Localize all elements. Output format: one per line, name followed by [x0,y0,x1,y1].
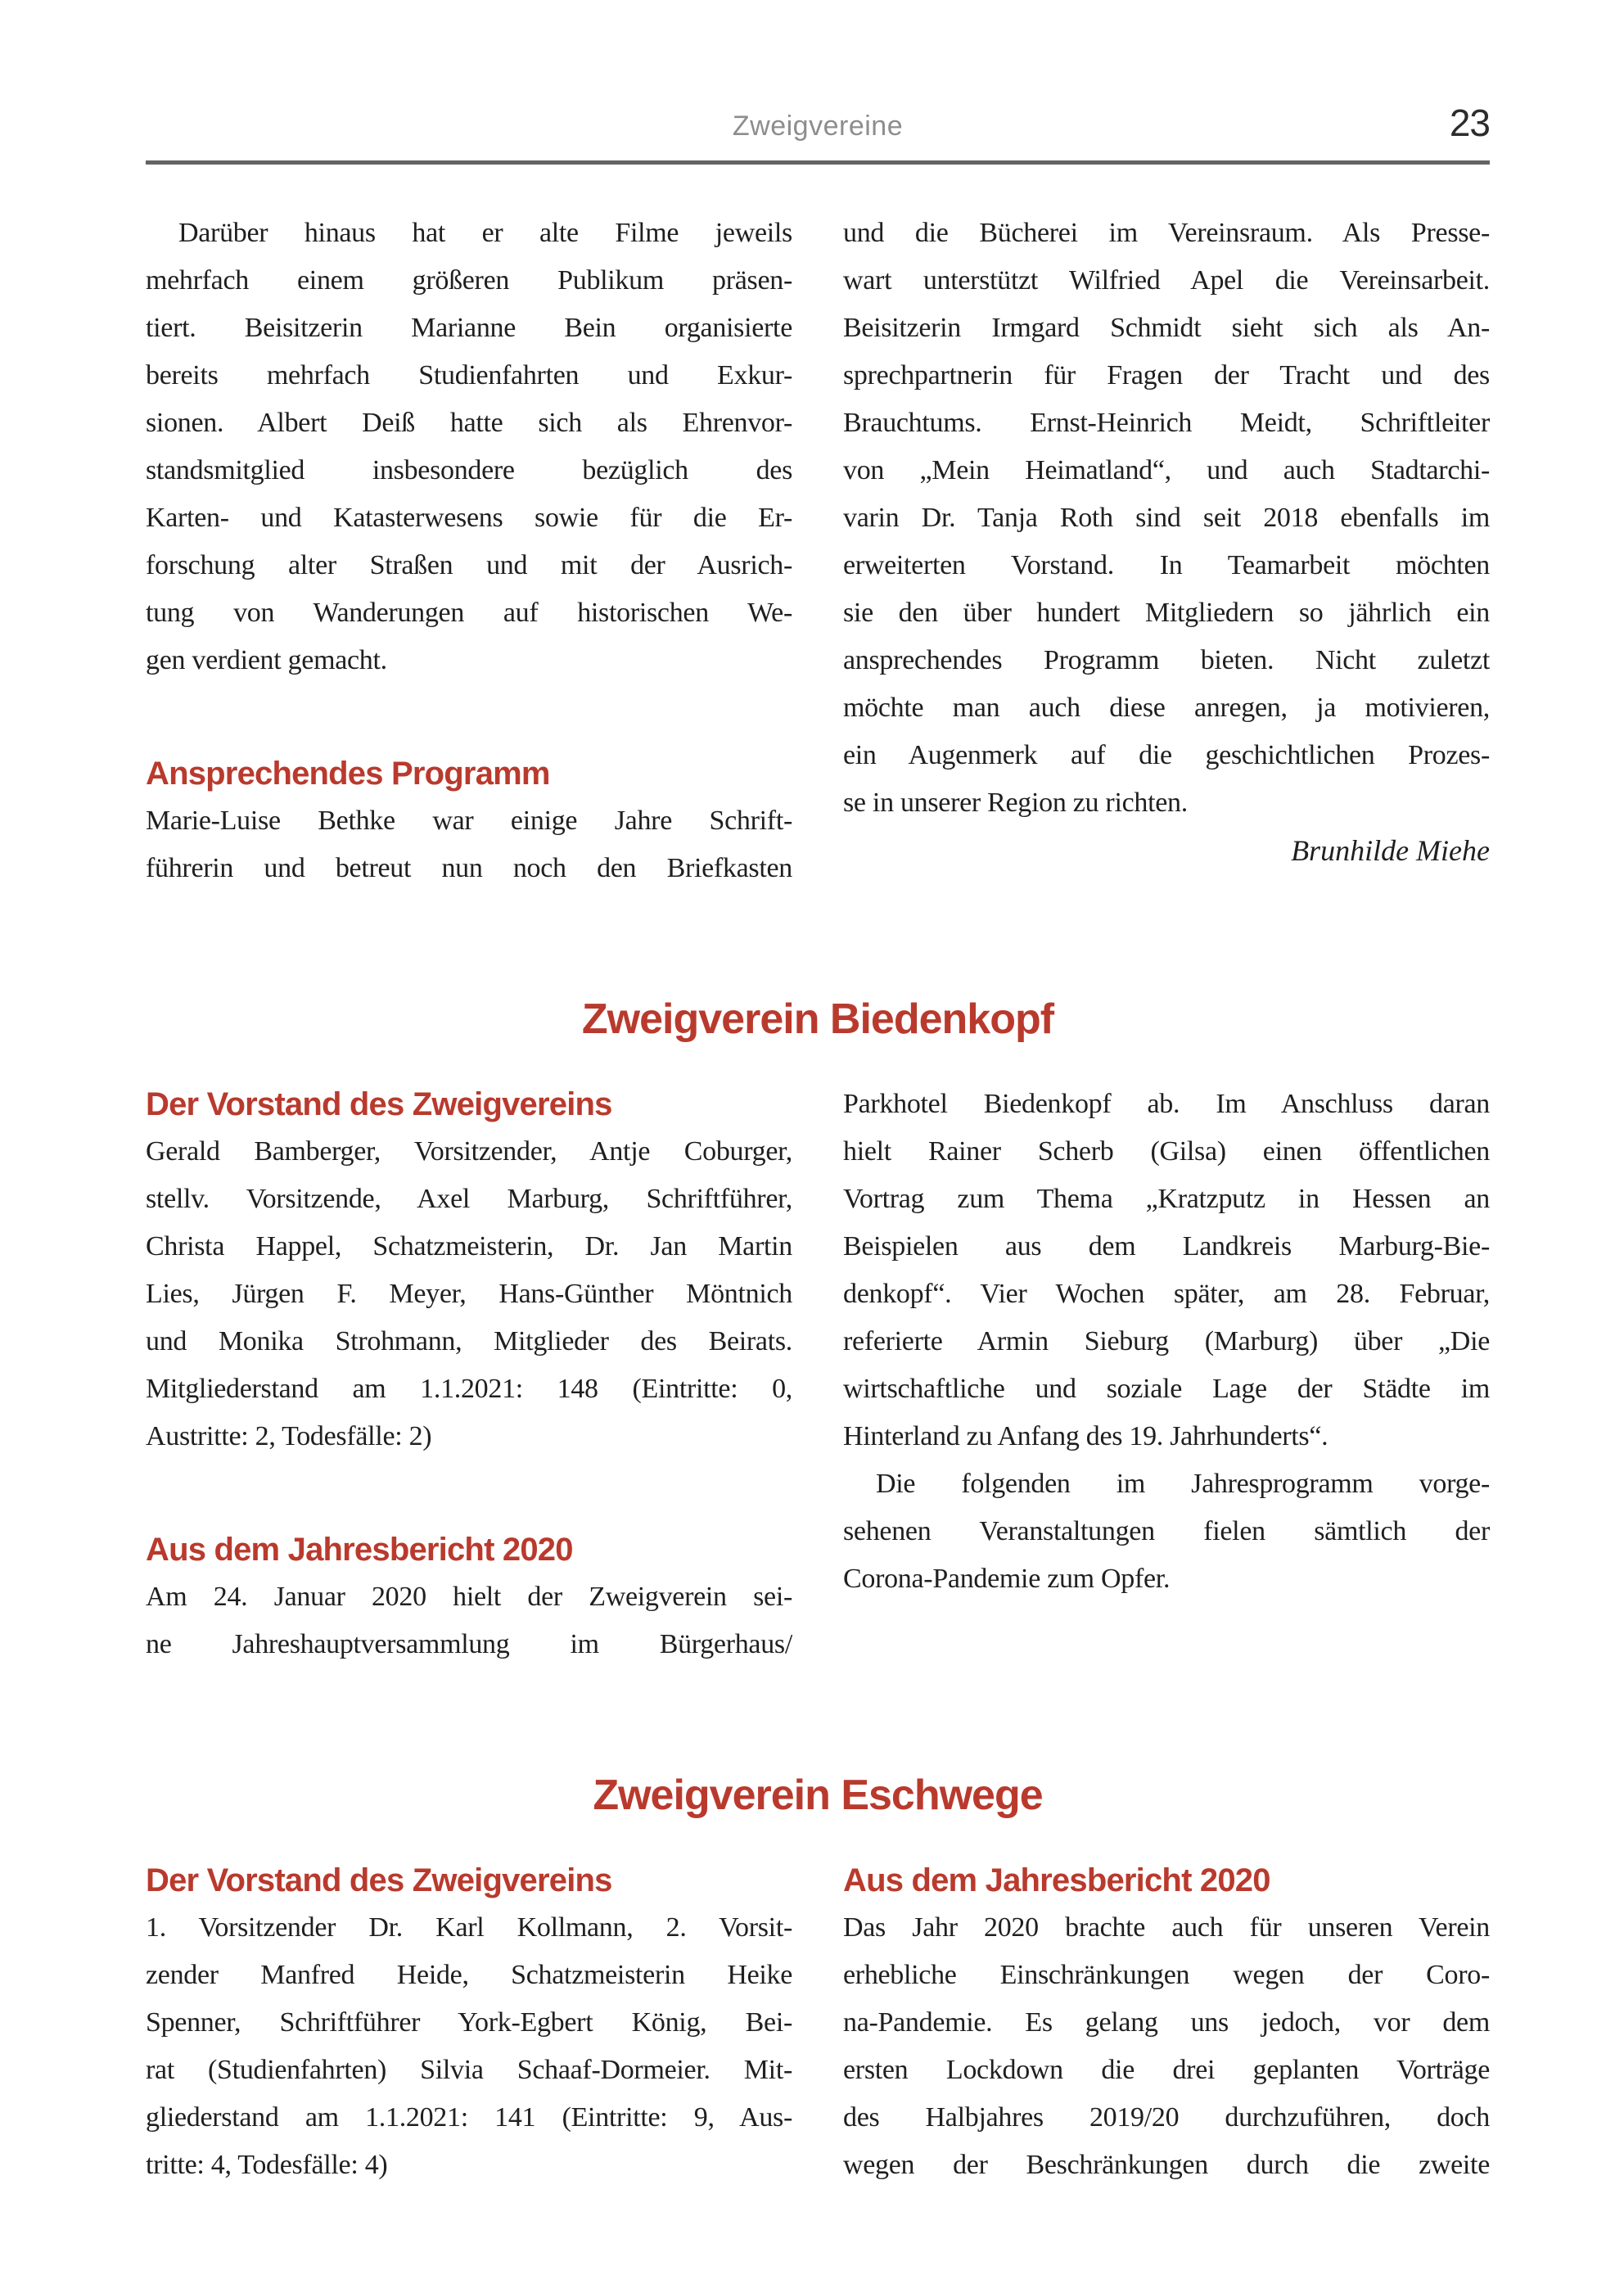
text-line: und Monika Strohmann, Mitglieder des Beirats. [146,1326,792,1356]
text-line: Beisitzerin Irmgard Schmidt sieht sich als An- [843,313,1490,343]
paragraph [146,1573,792,1668]
article-top [146,210,1490,892]
text-line: von „Mein Heimatland“, und auch Stadtarchi- [843,455,1490,485]
text-line: tritte: 4, Todesfälle: 4) [146,2150,388,2180]
text-line: wart unterstützt Wilfried Apel die Vereinsarbeit. [843,265,1490,296]
paragraph [146,797,792,892]
subsection-heading: Ansprechendes Programm [146,756,550,792]
text-line: Lies, Jürgen F. Meyer, Hans-Günther Möntnich [146,1279,792,1309]
text-line: gliederstand am 1.1.2021: 141 (Eintritte: 9, Aus- [146,2102,792,2133]
paragraph [843,210,1490,827]
author-signature: Brunhilde Miehe [1291,834,1490,867]
text-line: forschung alter Straßen und mit der Ausrich- [146,550,792,580]
text-line: möchte man auch diese anregen, ja motivieren, [843,693,1490,723]
text-line: Am 24. Januar 2020 hielt der Zweigverein sei- [146,1582,792,1612]
text-line: sprechpartnerin für Fragen der Tracht und des [843,360,1490,390]
text-line: Karten- und Katasterwesens sowie für die Er- [146,503,792,533]
paragraph [146,1904,792,2189]
text-line: und die Bücherei im Vereinsraum. Als Presse- [843,218,1490,248]
text-line: Hinterland zu Anfang des 19. Jahrhunderts“. [843,1421,1329,1451]
text-line: ein Augenmerk auf die geschichtlichen Prozes- [843,740,1490,770]
paragraph [146,210,792,684]
text-line: denkopf“. Vier Wochen später, am 28. Februar, [843,1279,1490,1309]
biedenkopf-left-column [146,1081,792,1668]
section-title-eschwege: Zweigverein Eschwege [593,1772,1043,1819]
text-line: Die folgenden im Jahresprogramm vorge- [876,1469,1490,1499]
text-line: zender Manfred Heide, Schatzmeisterin Heike [146,1960,792,1990]
article-top-left-column [146,210,792,892]
text-line: führerin und betreut nun noch den Briefkasten [146,853,792,883]
text-line: erhebliche Einschränkungen wegen der Coro- [843,1960,1490,1990]
text-line: sie den über hundert Mitgliedern so jährlich ein [843,598,1490,628]
text-line: Darüber hinaus hat er alte Filme jeweils [178,218,792,248]
text-line: Christa Happel, Schatzmeisterin, Dr. Jan Martin [146,1231,792,1262]
text-line: Beispielen aus dem Landkreis Marburg-Bie- [843,1231,1490,1262]
section-eschwege [146,1857,1490,2189]
text-line: Spenner, Schriftführer York-Egbert König, Bei- [146,2007,792,2038]
eschwege-right-column [843,1857,1490,2189]
text-line: tiert. Beisitzerin Marianne Bein organisierte [146,313,792,343]
text-line: na-Pandemie. Es gelang uns jedoch, vor dem [843,2007,1490,2038]
paragraph [843,1081,1490,1460]
running-title: Zweigvereine [732,111,904,142]
text-line: Austritte: 2, Todesfälle: 2) [146,1421,432,1451]
text-line: 1. Vorsitzender Dr. Karl Kollmann, 2. Vorsit- [146,1912,792,1943]
text-line: se in unserer Region zu richten. [843,788,1188,818]
paragraph [146,1128,792,1460]
header-rule [146,160,1490,165]
text-line: Marie-Luise Bethke war einige Jahre Schrift- [146,806,792,836]
paragraph [843,1904,1490,2189]
text-line: wegen der Beschränkungen durch die zweite [843,2150,1490,2180]
eschwege-left-column [146,1857,792,2189]
text-line: stellv. Vorsitzende, Axel Marburg, Schriftführer, [146,1184,792,1214]
text-line: tung von Wanderungen auf historischen We- [146,598,792,628]
text-line: varin Dr. Tanja Roth sind seit 2018 ebenfalls im [843,503,1490,533]
biedenkopf-right-column [843,1081,1490,1668]
text-line: hielt Rainer Scherb (Gilsa) einen öffentlichen [843,1136,1490,1167]
subsection-heading: Der Vorstand des Zweigvereins [146,1086,612,1122]
text-line: bereits mehrfach Studienfahrten und Exkur- [146,360,792,390]
subsection-heading: Der Vorstand des Zweigvereins [146,1862,612,1898]
page-content [146,210,1490,2189]
text-line: Corona-Pandemie zum Opfer. [843,1564,1171,1594]
text-line: referierte Armin Sieburg (Marburg) über „Die [843,1326,1490,1356]
subsection-heading: Aus dem Jahresbericht 2020 [843,1862,1270,1898]
paragraph [843,1460,1490,1603]
page-header [146,102,1490,147]
text-line: des Halbjahres 2019/20 durchzuführen, doch [843,2102,1490,2133]
section-biedenkopf [146,1081,1490,1668]
text-line: ersten Lockdown die drei geplanten Vorträge [843,2055,1490,2085]
text-line: wirtschaftliche und soziale Lage der Städte im [843,1374,1490,1404]
text-line: Das Jahr 2020 brachte auch für unseren Verein [843,1912,1490,1943]
text-line: Vortrag zum Thema „Kratzputz in Hessen an [843,1184,1490,1214]
page-number: 23 [1449,102,1490,144]
text-line: standsmitglied insbesondere bezüglich des [146,455,792,485]
text-line: Mitgliederstand am 1.1.2021: 148 (Eintritte: 0, [146,1374,792,1404]
article-top-right-column [843,210,1490,892]
text-line: sionen. Albert Deiß hatte sich als Ehrenvor- [146,408,792,438]
text-line: erweiterten Vorstand. In Teamarbeit möchten [843,550,1490,580]
text-line: rat (Studienfahrten) Silvia Schaaf-Dormeier. Mit- [146,2055,792,2085]
text-line: Parkhotel Biedenkopf ab. Im Anschluss daran [843,1089,1490,1119]
subsection-heading: Aus dem Jahresbericht 2020 [146,1532,573,1568]
text-line: Brauchtums. Ernst-Heinrich Meidt, Schriftleiter [843,408,1490,438]
text-line: gen verdient gemacht. [146,645,387,675]
text-line: sehenen Veranstaltungen fielen sämtlich der [843,1516,1490,1546]
section-title-biedenkopf: Zweigverein Biedenkopf [581,995,1054,1043]
text-line: ne Jahreshauptversammlung im Bürgerhaus/ [146,1629,792,1659]
text-line: Gerald Bamberger, Vorsitzender, Antje Coburger, [146,1136,792,1167]
text-line: mehrfach einem größeren Publikum präsen- [146,265,792,296]
text-line: ansprechendes Programm bieten. Nicht zuletzt [843,645,1490,675]
